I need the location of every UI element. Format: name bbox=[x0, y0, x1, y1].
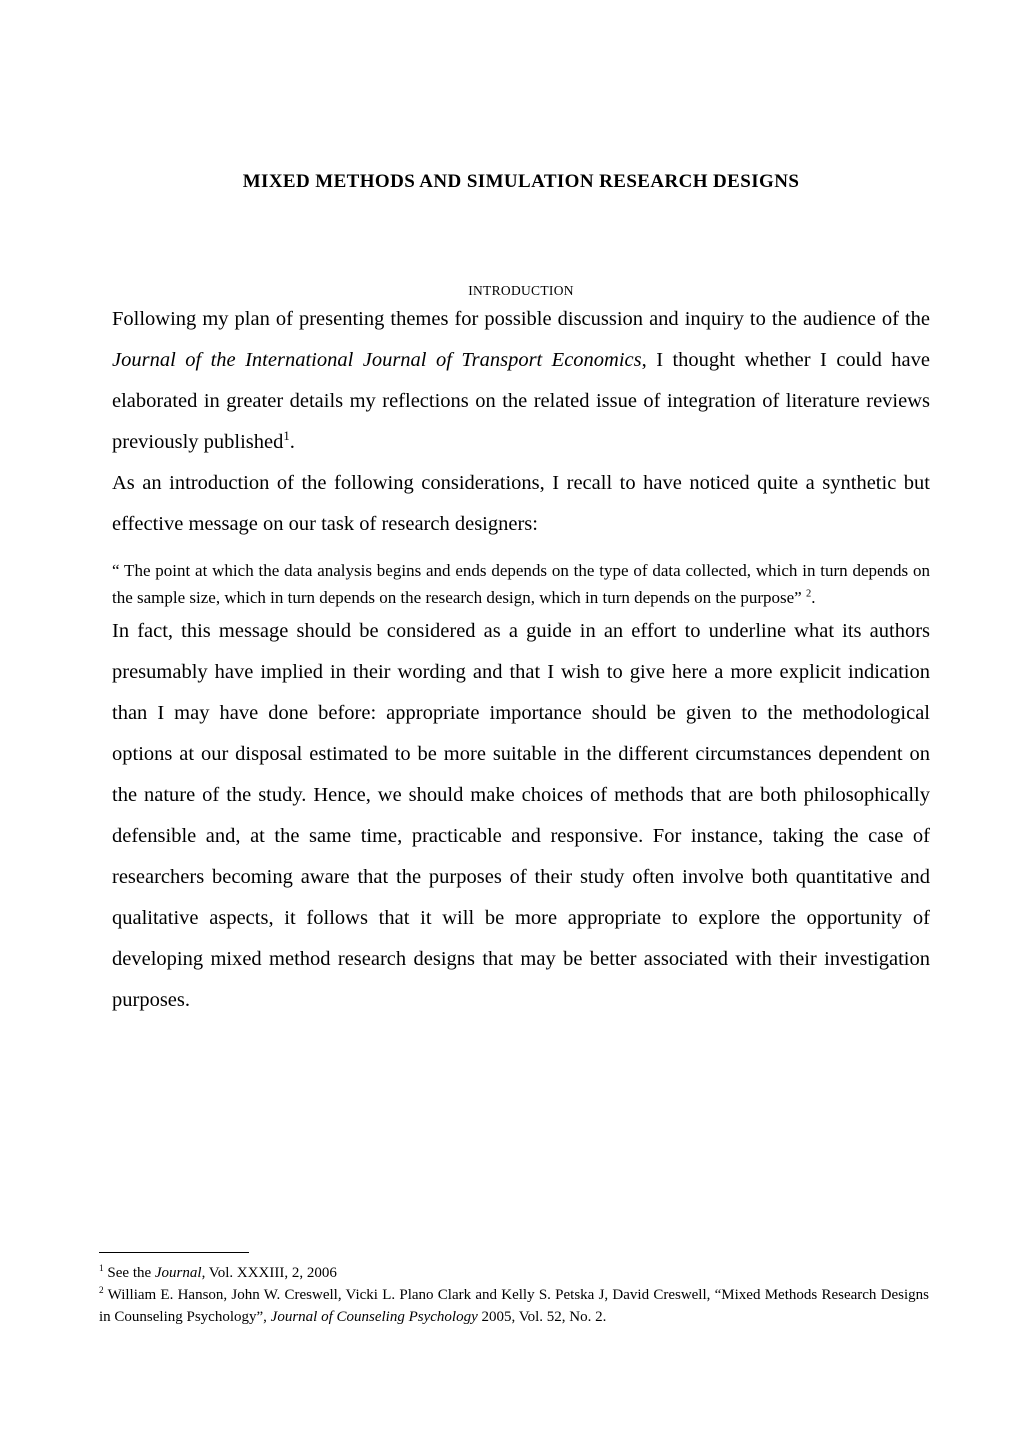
block-quote-tail: . bbox=[811, 588, 816, 607]
document-title: MIXED METHODS AND SIMULATION RESEARCH DESIGNS bbox=[242, 171, 800, 192]
footnote-ref-1: 1 bbox=[283, 429, 290, 444]
paragraph-1 bbox=[112, 299, 930, 463]
document-content bbox=[112, 0, 930, 1021]
footnote-2-tail: 2005, Vol. 52, No. 2. bbox=[477, 1309, 607, 1325]
footnote-1-marker: 1 bbox=[99, 1264, 104, 1274]
footnote-1 bbox=[99, 1262, 929, 1284]
footnote-2 bbox=[99, 1284, 929, 1328]
footnote-2-lead: William E. Hanson, John W. Creswell, Vicki L. Plano Clark and Kelly S. Petska J, David Creswell, “Mixed Methods Research Designs in Counseling Psychology”, bbox=[99, 1287, 929, 1325]
footnote-separator-rule bbox=[99, 1252, 249, 1253]
footnote-ref-2: 2 bbox=[805, 588, 812, 600]
paragraph-1-lead: Following my plan of presenting themes for possible discussion and inquiry to the audience of the bbox=[112, 308, 930, 330]
footnote-1-tail: , Vol. XXXIII, 2, 2006 bbox=[201, 1265, 337, 1281]
paragraph-1-tail: . bbox=[289, 431, 295, 453]
paragraph-1-rest: , I thought whether I could have elaborated in greater details my reflections on the related issue of integration of literature reviews previously published bbox=[112, 349, 931, 453]
footnote-2-journal-title: Journal of Counseling Psychology bbox=[270, 1309, 478, 1325]
footnote-1-lead: See the bbox=[103, 1265, 155, 1281]
paragraph-1-journal-title: Journal of the International Journal of Transport Economics bbox=[112, 349, 642, 371]
paragraph-3: In fact, this message should be considered as a guide in an effort to underline what its authors presumably have implied in their wording and that I wish to give here a more explicit indication than I may have done before: appropriate importance should be given to the methodological options at our disposal estimated to be more suitable in the different circumstances dependent on the nature of the study. Hence, we should make choices of methods that are both philosophically defensible and, at the same time, practicable and responsive. For instance, taking the case of researchers becoming aware that the purposes of their study often involve both quantitative and qualitative aspects, it follows that it will be more appropriate to explore the opportunity of developing mixed method research designs that may be better associated with their investigation purposes. bbox=[112, 620, 930, 1011]
block-quote bbox=[112, 557, 930, 611]
footnote-area bbox=[99, 1252, 929, 1328]
footnote-1-journal-title: Journal bbox=[154, 1265, 202, 1281]
section-heading-introduction: INTRODUCTION bbox=[468, 283, 574, 298]
paragraph-2: As an introduction of the following considerations, I recall to have noticed quite a synthetic but effective message on our task of research designers: bbox=[112, 472, 930, 535]
block-quote-text: “ The point at which the data analysis begins and ends depends on the type of data collected, which in turn depends on the sample size, which in turn depends on the research design, which in turn depends on the purpose” bbox=[112, 561, 930, 607]
footnote-2-marker: 2 bbox=[99, 1286, 104, 1296]
